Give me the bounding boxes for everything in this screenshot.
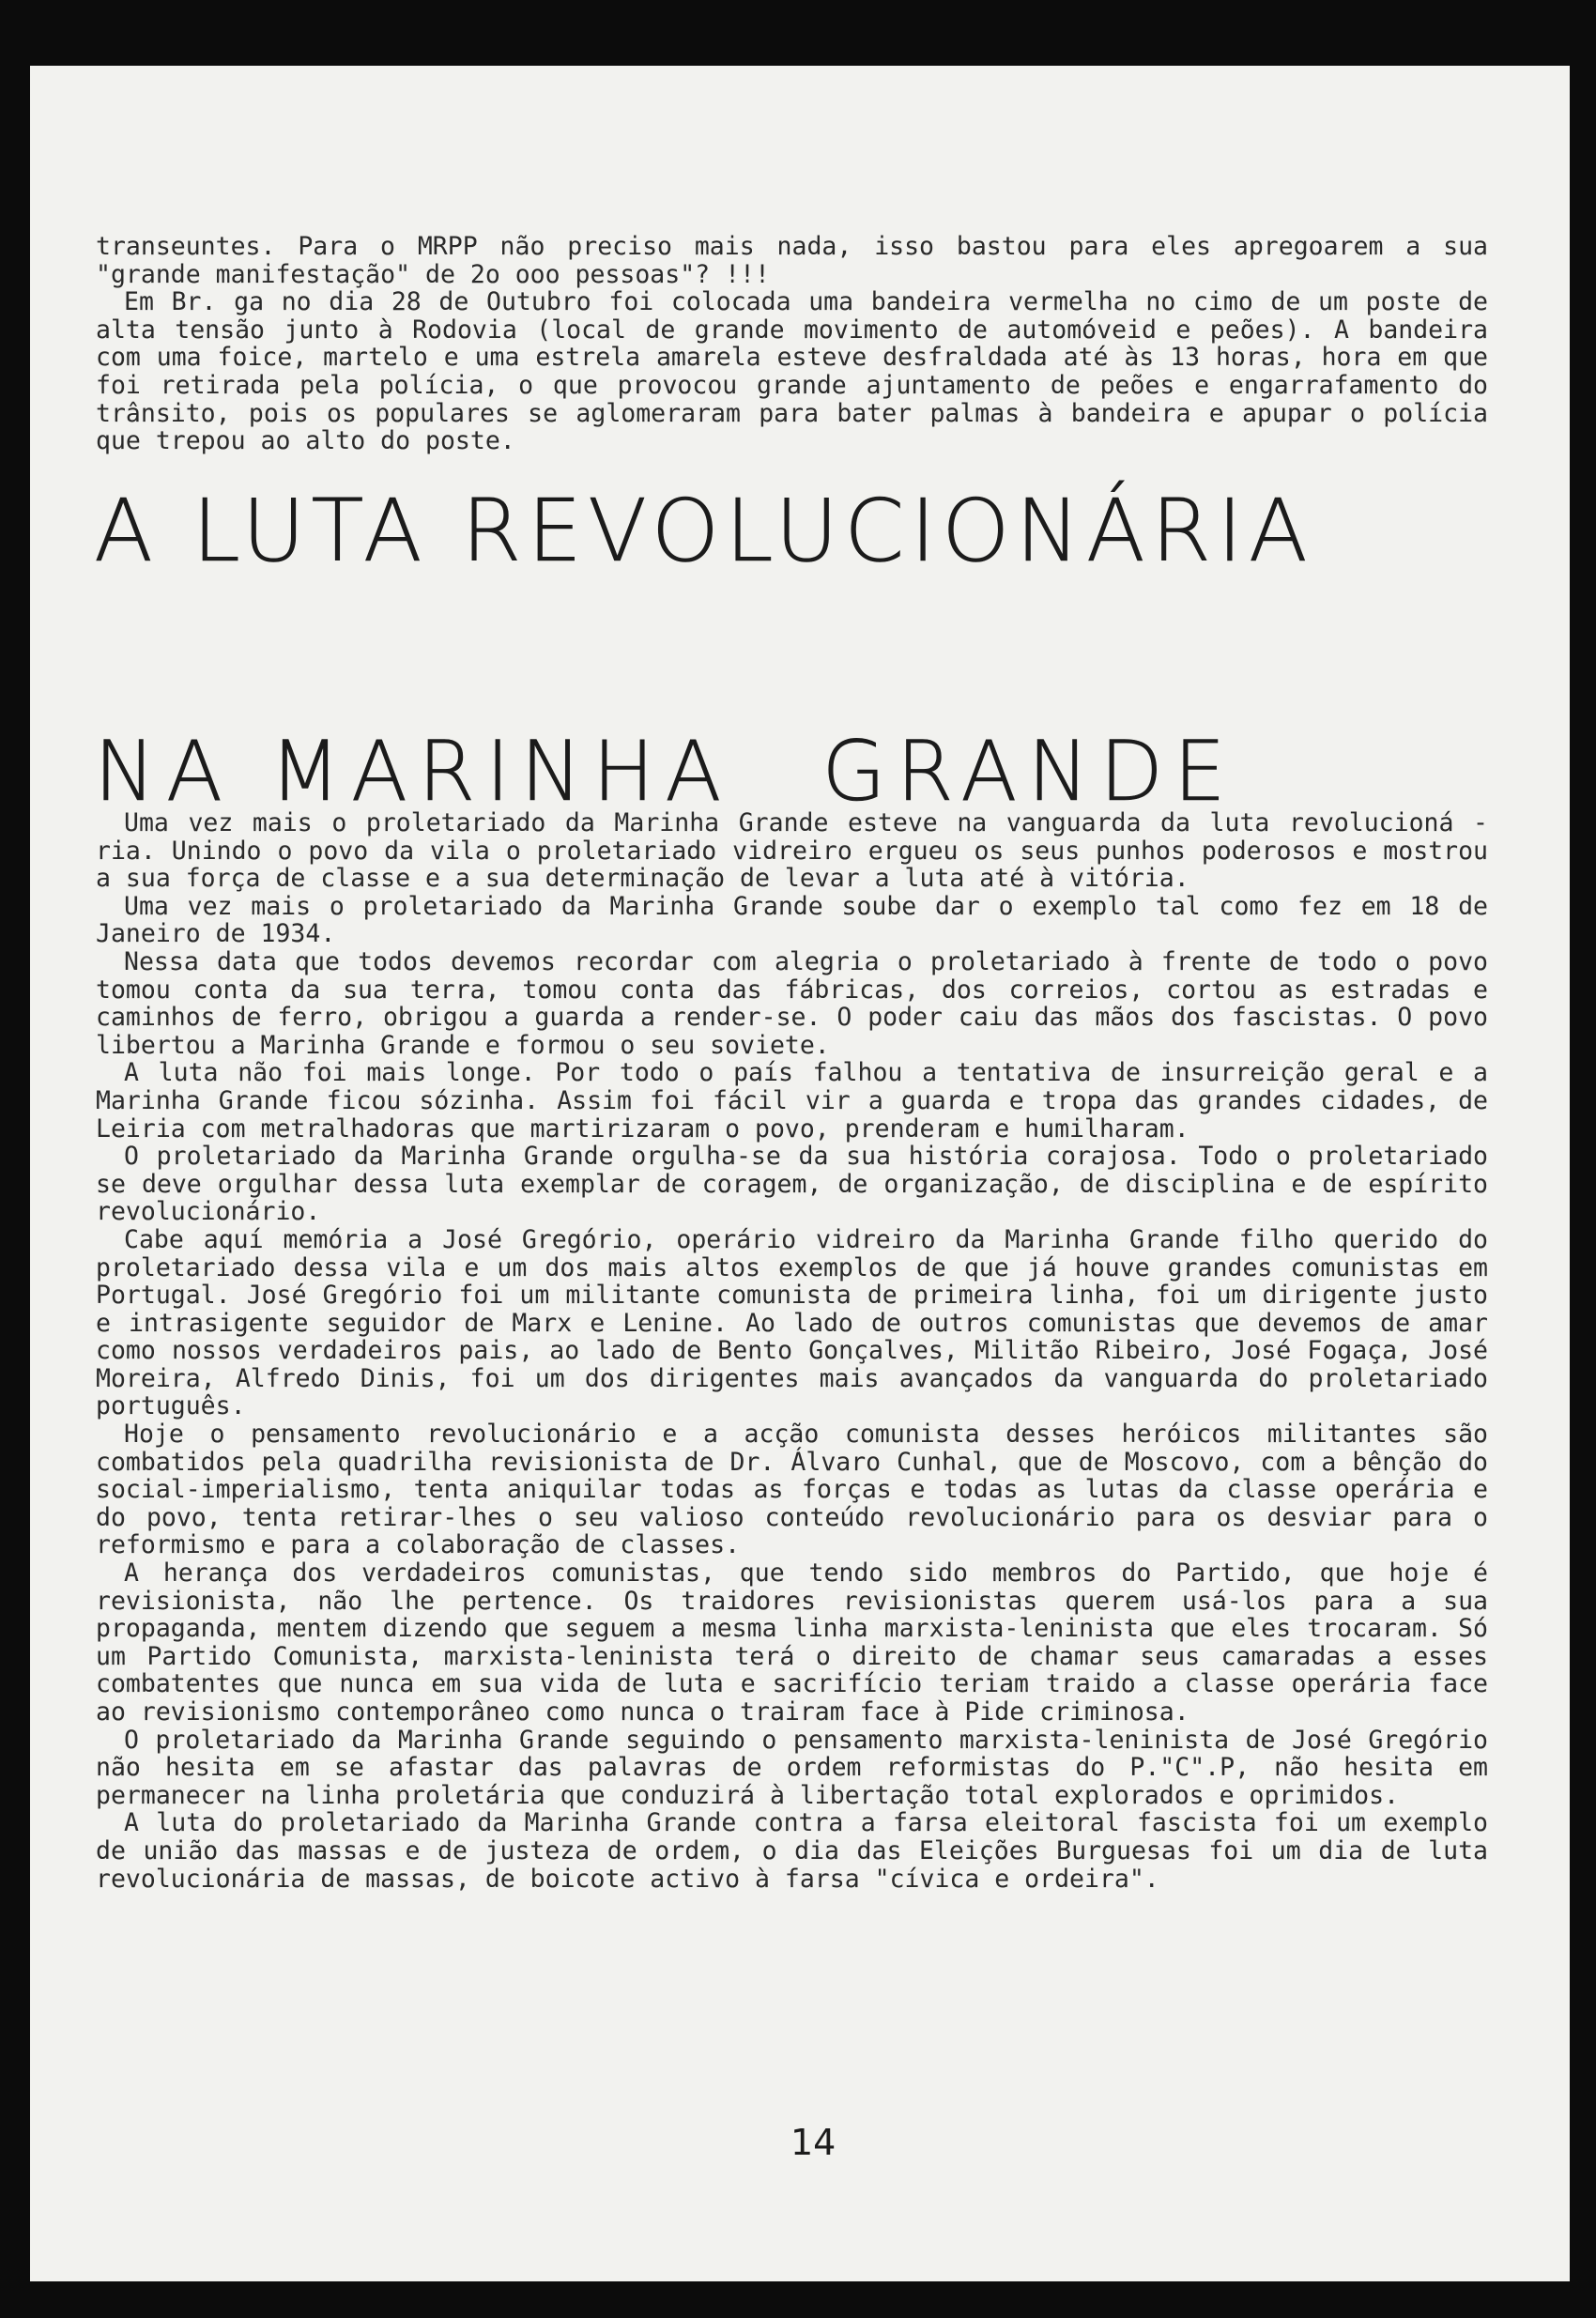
paper-sheet (30, 66, 1570, 2281)
article-paragraph: Hoje o pensamento revolucionário e a acção comunista desses heróicos militantes são combatidos pela quadrilha revisionista de Dr. Álvaro Cunhal, que de Moscovo, com a bênção do social-imperialismo, tenta aniquilar todas as forças e todas as lutas da classe operária e do povo, tenta retirar-lhes o seu valioso conteúdo revolucionário para os desviar para o reformismo e para a colaboração de classes. (96, 1420, 1488, 1560)
article-paragraph: O proletariado da Marinha Grande orgulha-se da sua história corajosa. Todo o proletariado se deve orgulhar dessa luta exemplar de coragem, de organização, de disciplina e de espírito revolucionário. (96, 1142, 1488, 1227)
headline-line-2 (94, 723, 1236, 820)
article-paragraph: Uma vez mais o proletariado da Marinha Grande esteve na vanguarda da luta revolucioná - ria. Unindo o povo da vila o proletariado vidreiro ergueu os seus punhos poderosos e mostrou a sua força de classe e a sua determinação de levar a luta até à vitória. (96, 808, 1488, 894)
headline-line-2-part-2: GRANDE (821, 723, 1236, 820)
article-paragraph: Uma vez mais o proletariado da Marinha Grande soube dar o exemplo tal como fez em 18 de Janeiro de 1934. (96, 891, 1488, 949)
headline-line-2-part-1: NA MARINHA (94, 723, 732, 820)
article-paragraph: A herança dos verdadeiros comunistas, que tendo sido membros do Partido, que hoje é revisionista, não lhe pertence. Os traidores revisionistas querem usá-los para a sua propaganda, mentem dizendo que seguem a mesma linha marxista-leninista que eles trocaram. Só um Partido Comunista, marxista-leninista terá o direito de chamar seus camaradas a esses combatentes que nunca em sua vida de luta e sacrifício teriam traido a classe operária face ao revisionismo contemporâneo como nunca o trairam face à Pide criminosa. (96, 1558, 1488, 1727)
headline-line-1: A LUTA REVOLUCIONÁRIA (94, 481, 1314, 581)
intro-text (96, 233, 1488, 455)
article-paragraph: A luta do proletariado da Marinha Grande contra a farsa eleitoral fascista foi um exemplo de união das massas e de justeza de ordem, o dia das Eleições Burguesas foi um dia de luta revolucionária de massas, de boicote activo à farsa "cívica e ordeira". (96, 1808, 1488, 1894)
intro-paragraph: Em Br. ga no dia 28 de Outubro foi colocada uma bandeira vermelha no cimo de um poste de alta tensão junto à Rodovia (local de grande movimento de automóveid e peões). A bandeira com uma foice, martelo e uma estrela amarela esteve desfraldada até às 13 horas, hora em que foi retirada pela polícia, o que provocou grande ajuntamento de peões e engarrafamento do trânsito, pois os populares se aglomeraram para bater palmas à bandeira e apupar o polícia que trepou ao alto do poste. (96, 287, 1488, 456)
article-paragraph: A luta não foi mais longe. Por todo o país falhou a tentativa de insurreição geral e a Marinha Grande ficou sózinha. Assim foi fácil vir a guarda e tropa das grandes cidades, de Leiria com metralhadoras que martirizaram o povo, prenderam e humilharam. (96, 1058, 1488, 1144)
article-paragraph: O proletariado da Marinha Grande seguindo o pensamento marxista-leninista de José Gregório não hesita em se afastar das palavras de ordem reformistas do P."C".P, não hesita em permanecer na linha proletária que conduzirá à libertação total explorados e oprimidos. (96, 1725, 1488, 1810)
intro-paragraph: transeuntes. Para o MRPP não preciso mais nada, isso bastou para eles apregoarem a sua "grande manifestação" de 2o ooo pessoas"? !!! (96, 232, 1488, 289)
article-paragraph: Cabe aquí memória a José Gregório, operário vidreiro da Marinha Grande filho querido do proletariado dessa vila e um dos mais altos exemplos de que já houve grandes comunistas em Portugal. José Gregório foi um militante comunista de primeira linha, foi um dirigente justo e intrasigente seguidor de Marx e Lenine. Ao lado de outros comunistas que devemos de amar como nossos verdadeiros pais, ao lado de Bento Gonçalves, Militão Ribeiro, José Fogaça, José Moreira, Alfredo Dinis, foi um dos dirigentes mais avançados da vanguarda do proletariado português. (96, 1224, 1488, 1421)
page-number: 14 (790, 2122, 836, 2163)
article-paragraph: Nessa data que todos devemos recordar com alegria o proletariado à frente de todo o povo tomou conta da sua terra, tomou conta das fábricas, dos correios, cortou as estradas e caminhos de ferro, obrigou a guarda a render-se. O poder caiu das mãos dos fascistas. O povo libertou a Marinha Grande e formou o seu soviete. (96, 946, 1488, 1060)
article-body (96, 809, 1488, 1893)
